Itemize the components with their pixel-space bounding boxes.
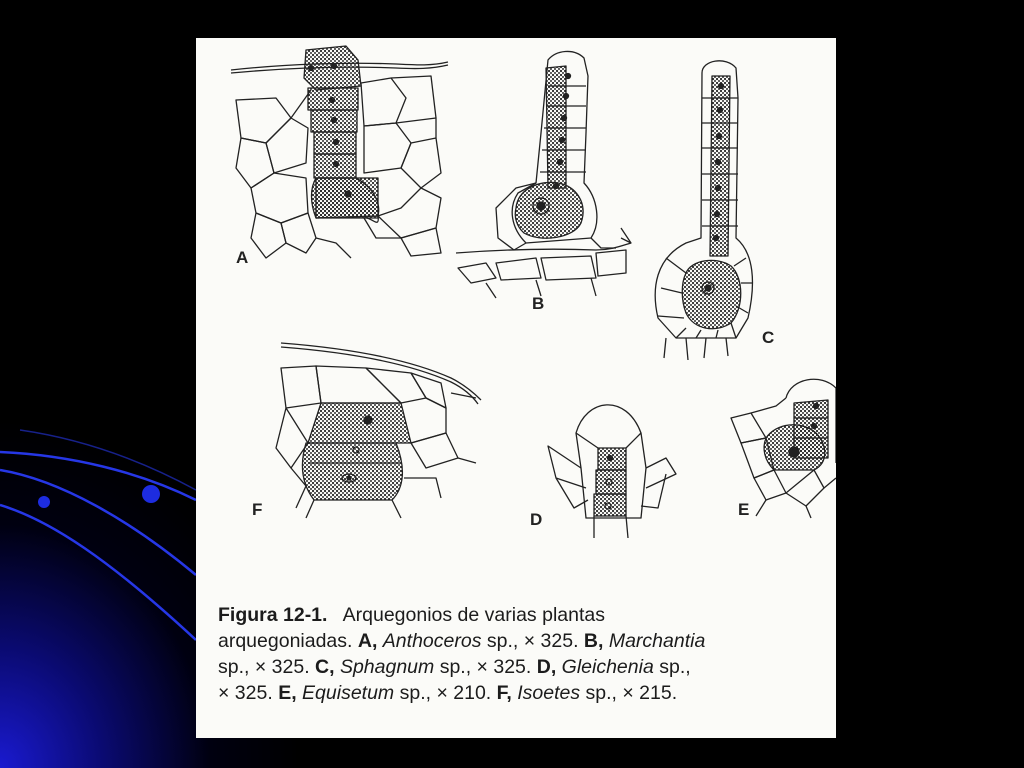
- caption-name-e: Equisetum: [302, 682, 395, 704]
- figure-panel: [196, 38, 836, 738]
- panel-label-d: D: [530, 510, 543, 529]
- decorative-dot: [142, 485, 160, 503]
- caption-name-c: Sphagnum: [339, 656, 435, 678]
- decorative-dot: [38, 496, 50, 508]
- caption-name-a: Anthoceros: [382, 630, 482, 652]
- caption-letter-a: A,: [357, 630, 378, 652]
- panel-label-f: F: [252, 500, 263, 519]
- drawing-e-equisetum: [731, 379, 836, 518]
- caption-line-2: [218, 628, 823, 654]
- caption-text-d2: × 325.: [218, 682, 273, 704]
- drawing-d-gleichenia: [548, 405, 676, 538]
- caption-line-1: [218, 602, 823, 628]
- caption-text-c: sp., × 325.: [439, 656, 532, 678]
- caption-letter-b: B,: [583, 630, 604, 652]
- figure-caption: [218, 602, 823, 706]
- caption-intro-2: arquegoniadas.: [218, 630, 353, 652]
- caption-text-a: sp., × 325.: [486, 630, 579, 652]
- caption-text-d1: sp.,: [659, 656, 691, 678]
- caption-text-b: sp., × 325.: [218, 656, 310, 678]
- caption-text-f: sp., × 215.: [585, 682, 678, 704]
- caption-line-4: [218, 680, 823, 706]
- drawing-c-sphagnum: [655, 61, 752, 360]
- caption-name-d: Gleichenia: [561, 656, 654, 678]
- caption-letter-c: C,: [315, 656, 335, 678]
- caption-letter-e: E,: [278, 682, 297, 704]
- panel-label-e: E: [738, 500, 750, 519]
- figure-number: Figura 12-1.: [218, 604, 328, 626]
- drawing-a-anthoceros: [231, 46, 448, 258]
- panel-label-a: A: [236, 248, 249, 267]
- panel-label-c: C: [762, 328, 775, 347]
- caption-name-b: Marchantia: [608, 630, 706, 652]
- caption-letter-d: D,: [536, 656, 557, 678]
- panel-label-b: B: [532, 294, 545, 313]
- caption-text-e: sp., × 210.: [399, 682, 492, 704]
- caption-name-f: Isoetes: [517, 682, 581, 704]
- caption-letter-f: F,: [496, 682, 512, 704]
- caption-intro-1: Arquegonios de varias plantas: [342, 604, 605, 626]
- caption-line-3: [218, 654, 823, 680]
- drawing-b-marchantia: [456, 51, 631, 298]
- drawing-f-isoetes: [276, 343, 481, 518]
